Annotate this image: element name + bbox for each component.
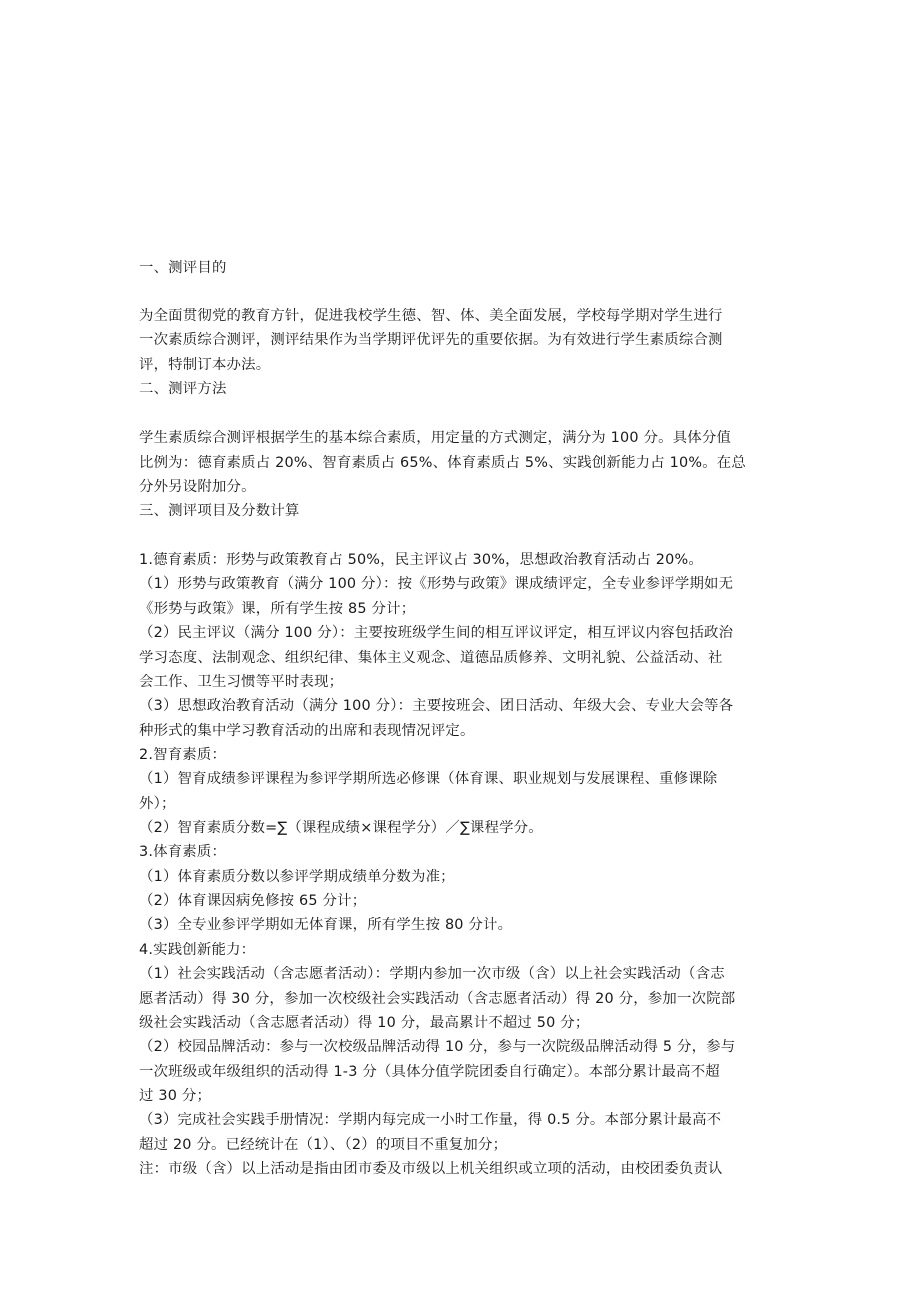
list-item: （1）社会实践活动（含志愿者活动）：学期内参加一次市级（含）以上社会实践活动（含志	[139, 966, 725, 982]
list-item: （1）智育成绩参评课程为参评学期所选必修课（体育课、职业规划与发展课程、重修课除	[139, 771, 718, 787]
list-item: （2）民主评议（满分 100 分）：主要按班级学生间的相互评议评定，相互评议内容包括政治	[139, 625, 734, 641]
heading-method: 二、测评方法	[139, 381, 227, 397]
list-item: 愿者活动）得 30 分，参加一次校级社会实践活动（含志愿者活动）得 20 分，参加一次院部	[139, 991, 736, 1007]
list-item: 外）；	[139, 796, 176, 812]
list-item: 种形式的集中学习教育活动的出席和表现情况评定。	[139, 723, 475, 739]
heading-purpose: 一、测评目的	[139, 260, 227, 276]
list-item: （1）体育素质分数以参评学期成绩单分数为准；	[139, 869, 455, 885]
section-moral: 1.德育素质：形势与政策教育占 50%，民主评议占 30%，思想政治教育活动占 20%。	[139, 552, 703, 568]
list-item: （2）体育课因病免修按 65 分计；	[139, 893, 367, 909]
section-intellect: 2.智育素质：	[139, 747, 227, 763]
list-item: （2）校园品牌活动：参与一次校级品牌活动得 10 分，参与一次院级品牌活动得 5 分，参与	[139, 1039, 736, 1055]
list-item: 《形势与政策》课，所有学生按 85 分计；	[139, 601, 416, 617]
list-item: （3）思想政治教育活动（满分 100 分）：主要按班会、团日活动、年级大会、专业大会等各	[139, 698, 734, 714]
section-physical: 3.体育素质：	[139, 844, 227, 860]
list-item: 一次班级或年级组织的活动得 1-3 分（具体分值学院团委自行确定）。本部分累计最高不超	[139, 1064, 720, 1080]
note-line: 注：市级（含）以上活动是指由团市委及市级以上机关组织或立项的活动，由校团委负责认	[139, 1161, 723, 1177]
list-item: （3）完成社会实践手册情况：学期内每完成一小时工作量，得 0.5 分。本部分累计最高不	[139, 1112, 722, 1128]
heading-items: 三、测评项目及分数计算	[139, 503, 300, 519]
paragraph-line: 一次素质综合测评，测评结果作为当学期评优评先的重要依据。为有效进行学生素质综合测	[139, 332, 723, 348]
list-item: 超过 20 分。已经统计在（1）、（2）的项目不重复加分；	[139, 1137, 508, 1153]
list-item: （3）全专业参评学期如无体育课，所有学生按 80 分计。	[139, 917, 513, 933]
paragraph-line: 为全面贯彻党的教育方针，促进我校学生德、智、体、美全面发展，学校每学期对学生进行	[139, 308, 723, 324]
paragraph-line: 分外另设附加分。	[139, 479, 256, 495]
paragraph-line: 学生素质综合测评根据学生的基本综合素质，用定量的方式测定，满分为 100 分。具体分值	[139, 430, 732, 446]
list-item: （1）形势与政策教育（满分 100 分）：按《形势与政策》课成绩评定，全专业参评学期如无	[139, 576, 734, 592]
paragraph-line: 评，特制订本办法。	[139, 357, 271, 373]
paragraph-line: 比例为：德育素质占 20%、智育素质占 65%、体育素质占 5%、实践创新能力占 10%。在总	[139, 455, 746, 471]
list-item: 学习态度、法制观念、组织纪律、集体主义观念、道德品质修养、文明礼貌、公益活动、社	[139, 650, 723, 666]
list-item: 级社会实践活动（含志愿者活动）得 10 分，最高累计不超过 50 分；	[139, 1015, 590, 1031]
section-practice: 4.实践创新能力：	[139, 942, 256, 958]
list-item: 过 30 分；	[139, 1088, 212, 1104]
list-item: 会工作、卫生习惯等平时表现；	[139, 674, 344, 690]
list-item: （2）智育素质分数=∑（课程成绩×课程学分）／∑课程学分。	[139, 820, 543, 836]
